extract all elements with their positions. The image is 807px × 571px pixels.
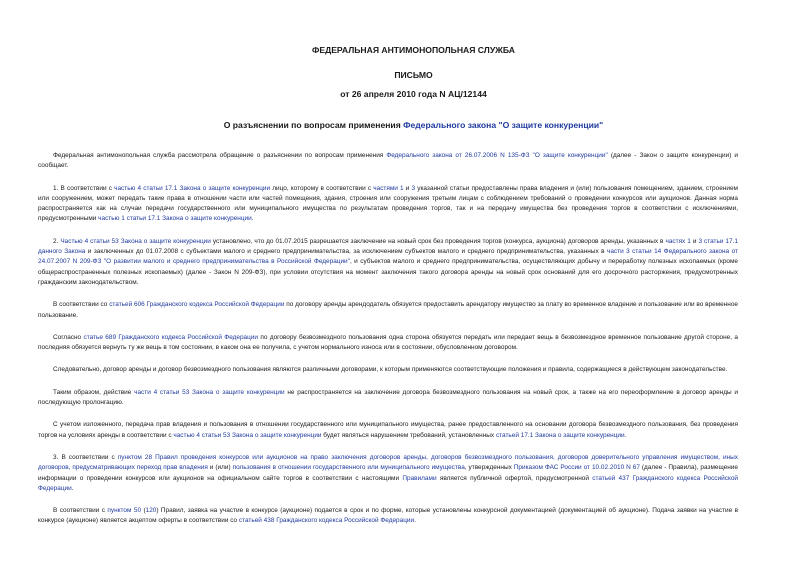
paragraph-text: и	[403, 184, 412, 192]
paragraph-text: и	[690, 237, 699, 245]
paragraph-text: ) Правил, заявка на участие в конкурсе (аукционе) подается в срок и по форме, которые установлены конкурсной документацией (документацией об аукционе). Подача заявки на участие в конкурсе (аукционе) является акцептом оферты в соответствии со	[38, 507, 739, 525]
law-reference-link[interactable]: пунктом 50	[107, 507, 142, 515]
law-reference-link[interactable]: статьей 438 Гражданского кодекса Российской Федерации	[238, 517, 415, 525]
paragraph-1	[38, 151, 738, 172]
paragraph-10	[38, 506, 738, 527]
paragraph-text: Согласно	[53, 333, 84, 341]
paragraph-text: .	[71, 484, 74, 492]
paragraph-8	[38, 420, 738, 441]
law-reference-link[interactable]: статьей 437 Гражданского кодекса Российской Федерации	[38, 474, 739, 492]
paragraph-7	[38, 388, 738, 409]
agency-title: ФЕДЕРАЛЬНАЯ АНТИМОНОПОЛЬНАЯ СЛУЖБА	[312, 45, 515, 55]
law-reference-link[interactable]: статьей 17.1 Закона о защите конкуренции	[495, 431, 625, 439]
paragraph-9	[38, 453, 738, 494]
law-reference-link[interactable]: 3 статьи 17.1 данного Закона	[38, 237, 738, 256]
paragraph-text: 2.	[53, 237, 61, 245]
paragraph-text: (далее - Закон о защите конкуренции) и сообщает.	[38, 152, 738, 170]
paragraph-text: по договору аренды арендодатель обязуется предоставить арендатору имущество за плату во временное владение и пользование или во временное пользование.	[38, 301, 738, 319]
law-reference-link[interactable]: статьей 606 Гражданского кодекса Российской Федерации	[109, 301, 285, 309]
paragraph-3	[38, 237, 738, 288]
paragraph-text: 3. В соответствии с	[53, 453, 118, 461]
law-reference-link[interactable]: частями 1	[373, 184, 404, 192]
paragraph-text: .	[251, 215, 254, 223]
law-reference-link[interactable]: 120	[145, 507, 157, 515]
law-reference-link[interactable]: частью 4 статьи 53 Закона о защите конкуренции	[173, 431, 322, 439]
law-reference-link[interactable]: части 3 статьи 14 Федерального закона от 24.07.2007 N 209-ФЗ "О развитии малого и среднего предпринимательства в Российской Федерации"	[38, 248, 738, 266]
law-reference-link[interactable]: пользования в отношении государственного или муниципального имущества	[232, 464, 465, 472]
law-reference-link[interactable]: частях 1	[665, 237, 691, 245]
paragraph-text: указанной статьи предоставлены права владения и (или) пользования помещением, зданием, строением или сооружением, может передать такие права в отношении части или частей помещения, здания, строения или сооружения третьим лицам с соблюдением требований о проведении конкурсов или аукционов. Данная норма распространяется как на случаи передачи государственного или муниципального имущества по результатам проведения торгов, так и на передачу имущества без проведения торгов в соответствии с исключениями, предусмотренными	[38, 184, 738, 223]
paragraph-text: В соответствии со	[53, 301, 110, 309]
paragraph-text: С учетом изложенного, передача прав владения и пользования в отношении государственного или муниципального имущества, ранее предоставленного на основании договора безвозмездного пользования, без проведения торгов на условиях аренды в соответствии с	[38, 421, 738, 439]
paragraph-text: Федеральная антимонопольная служба рассмотрела обращение о разъяснении по вопросам применения	[53, 152, 387, 159]
paragraph-text: по договору безвозмездного пользования одна сторона обязуется передать или передает вещь в безвозмездное временное пользование другой стороне, а последняя обязуется вернуть ту же вещь в том состоянии, в каком она ее получила, с учетом нормального износа или в состоянии, обусловленном договором.	[38, 333, 738, 352]
law-reference-link[interactable]: части 4 статьи 53 Закона о защите конкуренции	[134, 388, 285, 396]
paragraph-text: установлено, что до 01.07.2015 разрешается заключение на новый срок без проведения торгов (конкурса, аукциона) договоров аренды, указанных в	[210, 237, 666, 245]
law-reference-link[interactable]: Правилами	[402, 474, 437, 482]
document-date: от 26 апреля 2010 года N АЦ/12144	[340, 89, 487, 99]
paragraph-text: .	[624, 431, 627, 439]
paragraph-2	[38, 184, 738, 225]
paragraph-text: лицо, которому в соответствии с	[270, 184, 374, 192]
paragraph-text: , и субъектов малого и среднего предпринимательства, осуществляющих добычу и переработку полезных ископаемых (кроме общераспространенных полезных ископаемых) (далее - Закон N 209-ФЗ), при условии отсутствия на момент заключения такого договора аренды на новый срок оснований для его досрочного расторжения, предусмотренных гражданским законодательством.	[38, 258, 738, 286]
document-subject	[0, 120, 807, 131]
subject-law-link[interactable]: Федерального закона "О защите конкуренции"	[403, 120, 604, 130]
law-reference-link[interactable]: Частью 4 статьи 53 Закона о защите конкуренции	[60, 237, 211, 245]
document-type: ПИСЬМО	[394, 70, 433, 80]
paragraph-text: Таким образом, действие	[53, 388, 135, 396]
paragraph-text: (	[141, 507, 146, 515]
paragraph-text: является публичной офертой, предусмотренной	[436, 474, 593, 482]
paragraph-text: В соответствии с	[53, 507, 108, 515]
paragraph-text: будет являться нарушением требований, установленных	[321, 431, 496, 439]
law-reference-link[interactable]: Приказом ФАС России от 10.02.2010 N 67	[513, 464, 640, 472]
paragraph-text: и (или)	[207, 464, 233, 472]
law-reference-link[interactable]: частью 1 статьи 17.1 Закона о защите конкуренции	[98, 215, 252, 223]
paragraph-text: не распространяется на заключение договора безвозмездного пользования на новый срок, а также на его переоформление в договор аренды и последующую пролонгацию.	[38, 388, 739, 407]
paragraph-text: .	[414, 517, 416, 525]
law-reference-link[interactable]: частью 4 статьи 17.1 Закона о защите конкуренции	[114, 184, 271, 192]
paragraph-text: (далее - Правила), размещение информации о проведении конкурсов или аукционов на официальном сайте торгов в соответствии с настоящими	[38, 464, 738, 482]
paragraph-text: 1. В соответствии с	[53, 184, 115, 192]
law-reference-link[interactable]: статье 689 Гражданского кодекса Российской Федерации	[83, 333, 259, 341]
letter-body	[38, 151, 738, 539]
law-reference-link[interactable]: пунктом 28 Правил проведения конкурсов или аукционов на право заключения договоров аренды, договоров безвозмездного пользования, договоров доверительного управления имуществом, иных договоров, предусматривающих переход прав владения	[38, 453, 738, 472]
subject-prefix: О разъяснении по вопросам применения	[223, 120, 404, 130]
paragraph-text: и заключенных до 01.07.2008 с субъектами малого и среднего предпринимательства, за исключением субъектов малого и среднего предпринимательства, указанных в	[85, 248, 607, 256]
law-reference-link[interactable]: 3	[411, 184, 416, 192]
paragraph-text: Следовательно, договор аренды и договор безвозмездного пользования являются различными договорами, к которым применяются соответствующие положения и правила, содержащиеся в действующем законодательстве.	[53, 366, 728, 374]
paragraph-4	[38, 300, 738, 321]
law-reference-link[interactable]: Федерального закона от 26.07.2006 N 135-ФЗ "О защите конкуренции"	[386, 152, 608, 159]
paragraph-6	[38, 365, 738, 375]
paragraph-text: , утвержденных	[464, 464, 514, 472]
paragraph-5	[38, 333, 738, 354]
